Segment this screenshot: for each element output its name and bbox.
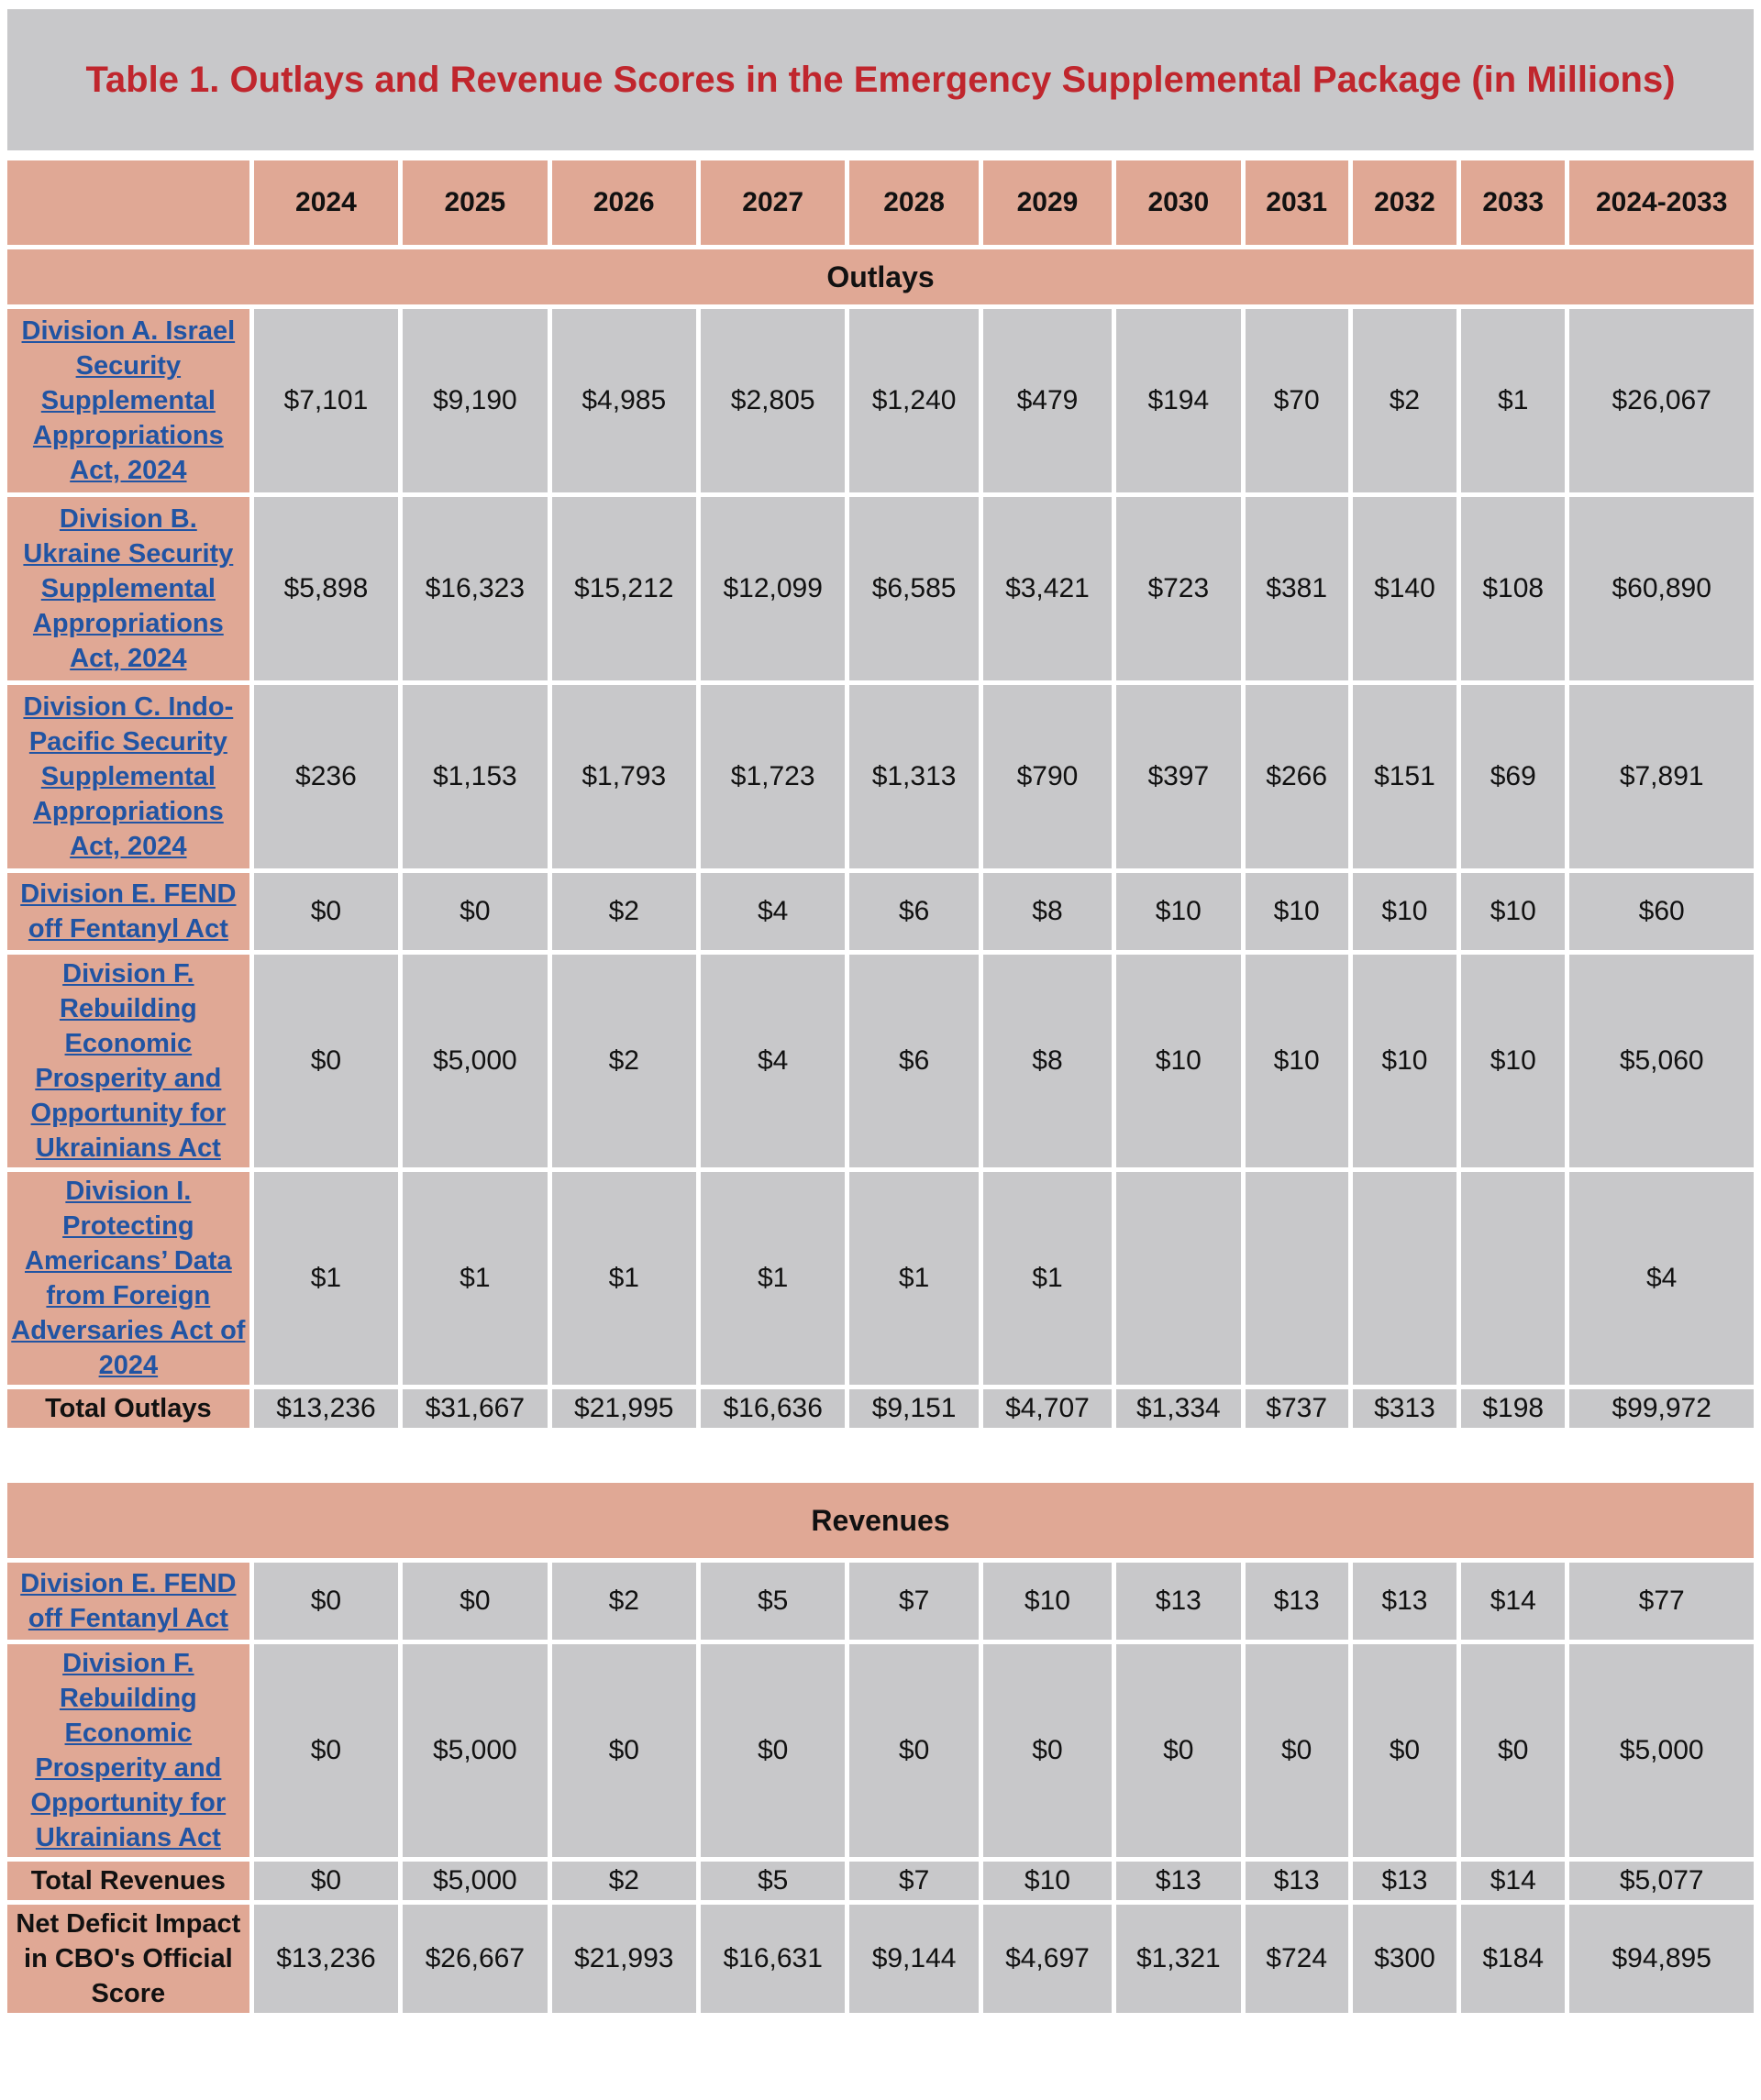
table-row bbox=[7, 1905, 1754, 2013]
value-cell: $0 bbox=[254, 873, 398, 950]
table-row bbox=[7, 497, 1754, 680]
value-cell: $7 bbox=[849, 1563, 978, 1640]
value-cell: $723 bbox=[1116, 497, 1240, 680]
value-cell: $381 bbox=[1246, 497, 1348, 680]
value-cell: $94,895 bbox=[1569, 1905, 1754, 2013]
value-cell bbox=[1353, 1172, 1456, 1385]
table-row bbox=[7, 1644, 1754, 1857]
value-cell: $1 bbox=[254, 1172, 398, 1385]
value-cell: $1 bbox=[849, 1172, 978, 1385]
value-cell: $60 bbox=[1569, 873, 1754, 950]
value-cell: $4 bbox=[701, 873, 845, 950]
value-cell: $724 bbox=[1246, 1905, 1348, 2013]
division-link[interactable]: Division C. Indo-Pacific Security Supplemental Appropriations Act, 2024 bbox=[23, 692, 234, 861]
value-cell: $69 bbox=[1461, 685, 1565, 868]
table-row bbox=[7, 309, 1754, 492]
value-cell: $4 bbox=[1569, 1172, 1754, 1385]
value-cell: $0 bbox=[701, 1644, 845, 1857]
value-cell: $790 bbox=[983, 685, 1112, 868]
value-cell: $0 bbox=[1116, 1644, 1240, 1857]
value-cell: $10 bbox=[1116, 955, 1240, 1167]
value-cell: $6,585 bbox=[849, 497, 978, 680]
value-cell: $0 bbox=[254, 1862, 398, 1900]
value-cell: $194 bbox=[1116, 309, 1240, 492]
value-cell: $0 bbox=[254, 955, 398, 1167]
value-cell: $140 bbox=[1353, 497, 1456, 680]
value-cell: $5,898 bbox=[254, 497, 398, 680]
value-cell: $300 bbox=[1353, 1905, 1456, 2013]
division-link[interactable]: Division A. Israel Security Supplemental Appropriations Act, 2024 bbox=[21, 316, 236, 485]
value-cell: $0 bbox=[849, 1644, 978, 1857]
value-cell: $77 bbox=[1569, 1563, 1754, 1640]
title-box bbox=[7, 9, 1754, 150]
value-cell: $5,000 bbox=[1569, 1644, 1754, 1857]
value-cell: $4 bbox=[701, 955, 845, 1167]
value-cell: $10 bbox=[983, 1563, 1112, 1640]
division-link[interactable]: Division E. FEND off Fentanyl Act bbox=[20, 879, 237, 944]
outlays-section-heading: Outlays bbox=[7, 249, 1754, 304]
value-cell: $26,667 bbox=[403, 1905, 547, 2013]
value-cell: $99,972 bbox=[1569, 1389, 1754, 1428]
value-cell: $5,077 bbox=[1569, 1862, 1754, 1900]
value-cell: $236 bbox=[254, 685, 398, 868]
value-cell: $13 bbox=[1353, 1563, 1456, 1640]
value-cell: $1,153 bbox=[403, 685, 547, 868]
value-cell: $4,985 bbox=[552, 309, 696, 492]
column-header: 2033 bbox=[1461, 160, 1565, 245]
value-cell: $10 bbox=[1116, 873, 1240, 950]
value-cell: $0 bbox=[552, 1644, 696, 1857]
value-cell: $2 bbox=[552, 1862, 696, 1900]
value-cell: $2,805 bbox=[701, 309, 845, 492]
value-cell: $397 bbox=[1116, 685, 1240, 868]
value-cell: $5,000 bbox=[403, 955, 547, 1167]
value-cell: $5,000 bbox=[403, 1644, 547, 1857]
column-header-row bbox=[7, 160, 1754, 245]
row-label-cell bbox=[7, 497, 249, 680]
row-label-cell bbox=[7, 1172, 249, 1385]
value-cell: $13,236 bbox=[254, 1905, 398, 2013]
value-cell: $16,631 bbox=[701, 1905, 845, 2013]
table-row bbox=[7, 955, 1754, 1167]
value-cell: $13,236 bbox=[254, 1389, 398, 1428]
value-cell: $0 bbox=[254, 1563, 398, 1640]
value-cell: $13 bbox=[1246, 1563, 1348, 1640]
value-cell: $2 bbox=[552, 873, 696, 950]
value-cell: $1,723 bbox=[701, 685, 845, 868]
value-cell: $7,891 bbox=[1569, 685, 1754, 868]
revenues-table bbox=[3, 1478, 1758, 2017]
value-cell: $1 bbox=[403, 1172, 547, 1385]
value-cell: $0 bbox=[1461, 1644, 1565, 1857]
column-header: 2026 bbox=[552, 160, 696, 245]
column-header: 2031 bbox=[1246, 160, 1348, 245]
value-cell: $4,707 bbox=[983, 1389, 1112, 1428]
value-cell: $14 bbox=[1461, 1862, 1565, 1900]
value-cell: $26,067 bbox=[1569, 309, 1754, 492]
value-cell: $0 bbox=[254, 1644, 398, 1857]
outlays-table bbox=[3, 156, 1758, 1432]
value-cell: $479 bbox=[983, 309, 1112, 492]
division-link[interactable]: Division F. Rebuilding Economic Prosperity and Opportunity for Ukrainians Act bbox=[30, 1649, 227, 1852]
value-cell: $9,144 bbox=[849, 1905, 978, 2013]
value-cell: $13 bbox=[1246, 1862, 1348, 1900]
value-cell: $2 bbox=[552, 955, 696, 1167]
value-cell: $7 bbox=[849, 1862, 978, 1900]
total-label: Net Deficit Impact in CBO's Official Score bbox=[16, 1909, 241, 2008]
revenues-section-heading: Revenues bbox=[7, 1483, 1754, 1558]
value-cell: $10 bbox=[1461, 955, 1565, 1167]
value-cell: $14 bbox=[1461, 1563, 1565, 1640]
division-link[interactable]: Division B. Ukraine Security Supplemental Appropriations Act, 2024 bbox=[23, 504, 234, 673]
value-cell: $5,060 bbox=[1569, 955, 1754, 1167]
value-cell: $266 bbox=[1246, 685, 1348, 868]
value-cell: $5,000 bbox=[403, 1862, 547, 1900]
value-cell: $21,993 bbox=[552, 1905, 696, 2013]
value-cell bbox=[1116, 1172, 1240, 1385]
value-cell: $12,099 bbox=[701, 497, 845, 680]
value-cell: $10 bbox=[983, 1862, 1112, 1900]
value-cell: $9,190 bbox=[403, 309, 547, 492]
value-cell: $1 bbox=[983, 1172, 1112, 1385]
value-cell: $0 bbox=[1246, 1644, 1348, 1857]
value-cell: $5 bbox=[701, 1563, 845, 1640]
value-cell: $1,240 bbox=[849, 309, 978, 492]
value-cell: $313 bbox=[1353, 1389, 1456, 1428]
value-cell bbox=[1461, 1172, 1565, 1385]
value-cell: $10 bbox=[1246, 873, 1348, 950]
value-cell: $9,151 bbox=[849, 1389, 978, 1428]
value-cell: $1,334 bbox=[1116, 1389, 1240, 1428]
value-cell: $13 bbox=[1353, 1862, 1456, 1900]
value-cell: $8 bbox=[983, 955, 1112, 1167]
value-cell: $16,323 bbox=[403, 497, 547, 680]
column-header: 2032 bbox=[1353, 160, 1456, 245]
division-link[interactable]: Division E. FEND off Fentanyl Act bbox=[20, 1569, 237, 1633]
row-label-cell bbox=[7, 685, 249, 868]
division-link[interactable]: Division F. Rebuilding Economic Prosperity and Opportunity for Ukrainians Act bbox=[30, 959, 227, 1163]
row-label-cell bbox=[7, 955, 249, 1167]
value-cell: $70 bbox=[1246, 309, 1348, 492]
value-cell: $15,212 bbox=[552, 497, 696, 680]
row-label-cell bbox=[7, 1644, 249, 1857]
value-cell: $0 bbox=[983, 1644, 1112, 1857]
value-cell: $6 bbox=[849, 955, 978, 1167]
value-cell: $8 bbox=[983, 873, 1112, 950]
value-cell: $13 bbox=[1116, 1563, 1240, 1640]
column-header: 2030 bbox=[1116, 160, 1240, 245]
value-cell: $1 bbox=[552, 1172, 696, 1385]
value-cell: $10 bbox=[1461, 873, 1565, 950]
value-cell: $0 bbox=[403, 873, 547, 950]
value-cell: $2 bbox=[552, 1563, 696, 1640]
value-cell: $21,995 bbox=[552, 1389, 696, 1428]
value-cell: $1 bbox=[701, 1172, 845, 1385]
row-label-cell bbox=[7, 873, 249, 950]
value-cell: $60,890 bbox=[1569, 497, 1754, 680]
value-cell: $10 bbox=[1246, 955, 1348, 1167]
total-label: Total Outlays bbox=[45, 1394, 212, 1423]
value-cell: $16,636 bbox=[701, 1389, 845, 1428]
value-cell: $3,421 bbox=[983, 497, 1112, 680]
value-cell: $31,667 bbox=[403, 1389, 547, 1428]
column-header: 2024 bbox=[254, 160, 398, 245]
value-cell: $6 bbox=[849, 873, 978, 950]
value-cell: $151 bbox=[1353, 685, 1456, 868]
value-cell: $184 bbox=[1461, 1905, 1565, 2013]
value-cell: $1 bbox=[1461, 309, 1565, 492]
table-row bbox=[7, 685, 1754, 868]
table-row bbox=[7, 873, 1754, 950]
value-cell: $10 bbox=[1353, 955, 1456, 1167]
value-cell: $13 bbox=[1116, 1862, 1240, 1900]
table-container bbox=[7, 9, 1754, 2017]
total-label: Total Revenues bbox=[30, 1866, 226, 1896]
value-cell: $1,793 bbox=[552, 685, 696, 868]
value-cell: $5 bbox=[701, 1862, 845, 1900]
value-cell: $1,313 bbox=[849, 685, 978, 868]
column-header: 2027 bbox=[701, 160, 845, 245]
column-header: 2028 bbox=[849, 160, 978, 245]
value-cell: $7,101 bbox=[254, 309, 398, 492]
value-cell: $737 bbox=[1246, 1389, 1348, 1428]
value-cell: $198 bbox=[1461, 1389, 1565, 1428]
row-label-cell bbox=[7, 1563, 249, 1640]
division-link[interactable]: Division I. Protecting Americans’ Data from Foreign Adversaries Act of 2024 bbox=[11, 1177, 246, 1380]
table-title: Table 1. Outlays and Revenue Scores in the Emergency Supplemental Package (in Millions) bbox=[85, 60, 1676, 100]
table-row bbox=[7, 1563, 1754, 1640]
column-header bbox=[7, 160, 249, 245]
value-cell: $0 bbox=[403, 1563, 547, 1640]
column-header: 2025 bbox=[403, 160, 547, 245]
row-label-cell bbox=[7, 1905, 249, 2013]
table-row bbox=[7, 1172, 1754, 1385]
row-label-cell bbox=[7, 1389, 249, 1428]
table-row bbox=[7, 1862, 1754, 1900]
value-cell: $4,697 bbox=[983, 1905, 1112, 2013]
table-row bbox=[7, 1389, 1754, 1428]
column-header: 2024-2033 bbox=[1569, 160, 1754, 245]
value-cell: $10 bbox=[1353, 873, 1456, 950]
row-label-cell bbox=[7, 309, 249, 492]
value-cell bbox=[1246, 1172, 1348, 1385]
value-cell: $108 bbox=[1461, 497, 1565, 680]
column-header: 2029 bbox=[983, 160, 1112, 245]
value-cell: $2 bbox=[1353, 309, 1456, 492]
row-label-cell bbox=[7, 1862, 249, 1900]
value-cell: $0 bbox=[1353, 1644, 1456, 1857]
value-cell: $1,321 bbox=[1116, 1905, 1240, 2013]
